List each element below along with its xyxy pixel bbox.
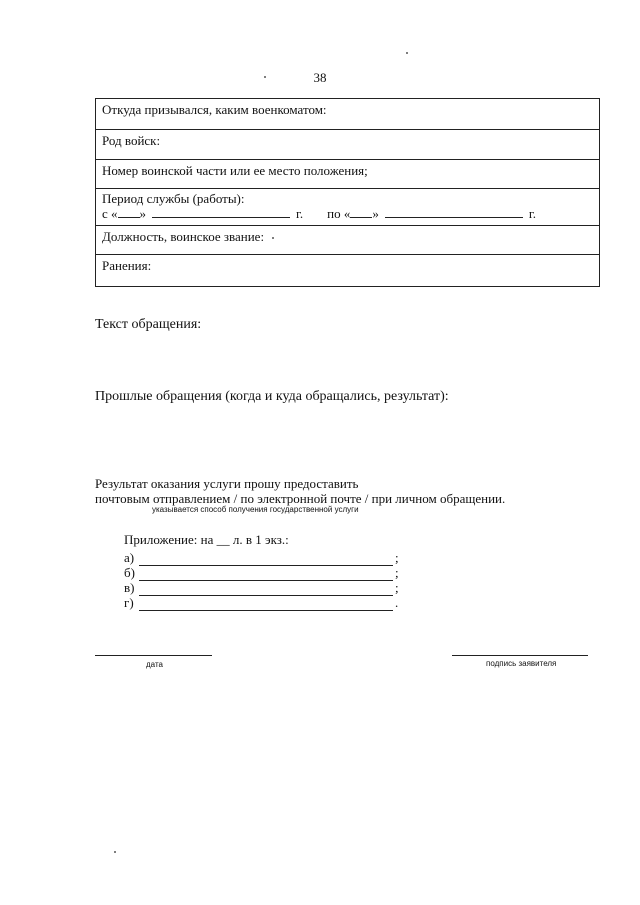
attachment-punct: ;: [395, 580, 399, 595]
to-day-blank[interactable]: [350, 206, 372, 218]
from-prefix: с «: [102, 206, 118, 221]
attachment-punct: ;: [395, 565, 399, 580]
from-suffix: »: [139, 206, 147, 221]
to-month-year-blank[interactable]: [385, 206, 523, 218]
attachment-punct: ;: [395, 550, 399, 565]
scan-speck: [406, 52, 408, 54]
attachment-blank[interactable]: [139, 599, 393, 611]
date-signature-line[interactable]: [95, 655, 212, 656]
attachment-line: [124, 581, 399, 596]
delivery-method-note: указывается способ получения государственной услуги: [152, 505, 359, 514]
page-number: 38: [313, 70, 327, 85]
table-row-draft-office: Откуда призывался, каким военкоматом:: [96, 99, 599, 130]
year-mark-2: г.: [528, 206, 536, 221]
result-request-line2: почтовым отправлением / по электронной почте / при личном обращении.: [95, 491, 506, 506]
to-suffix: »: [372, 206, 379, 221]
attachment-blank[interactable]: [139, 569, 393, 581]
past-requests-label: Прошлые обращения (когда и куда обращались, результат):: [95, 389, 449, 404]
result-request: [95, 476, 505, 506]
attachment-line: [124, 596, 399, 611]
service-period-label: Период службы (работы):: [102, 191, 245, 206]
result-request-line1: Результат оказания услуги прошу предоставить: [95, 476, 359, 491]
attachment-letter: в): [124, 580, 135, 595]
scan-speck: [264, 76, 266, 78]
attachment-line: [124, 551, 399, 566]
attachment-blank[interactable]: [139, 584, 393, 596]
scan-speck: [114, 851, 116, 853]
table-row-military-unit: Номер воинской части или ее место положения;: [96, 160, 599, 189]
table-row-service-branch: Род войск:: [96, 130, 599, 160]
attachment-letter: а): [124, 550, 135, 565]
attachment-punct: .: [395, 595, 399, 610]
scan-speck: [272, 237, 274, 239]
request-text-label: Текст обращения:: [95, 317, 202, 332]
applicant-signature-label: подпись заявителя: [486, 659, 557, 668]
from-month-year-blank[interactable]: [152, 206, 290, 218]
attachment-blank[interactable]: [139, 554, 393, 566]
attachments-block: [124, 532, 399, 611]
attachment-letter: б): [124, 565, 135, 580]
table-row-service-period: [96, 189, 599, 226]
service-period-dates: [102, 206, 593, 221]
applicant-signature-line[interactable]: [452, 655, 588, 656]
from-day-blank[interactable]: [118, 206, 140, 218]
to-prefix: по «: [327, 206, 351, 221]
year-mark-1: г.: [296, 206, 304, 221]
table-row-wounds: Ранения:: [102, 258, 152, 273]
table-row-position-rank: Должность, воинское звание:: [96, 226, 599, 255]
attachment-line: [124, 566, 399, 581]
service-record-table: [95, 98, 600, 287]
date-label: дата: [146, 660, 163, 669]
attachments-title: Приложение: на __ л. в 1 экз.:: [124, 532, 289, 547]
attachment-letter: г): [124, 595, 134, 610]
